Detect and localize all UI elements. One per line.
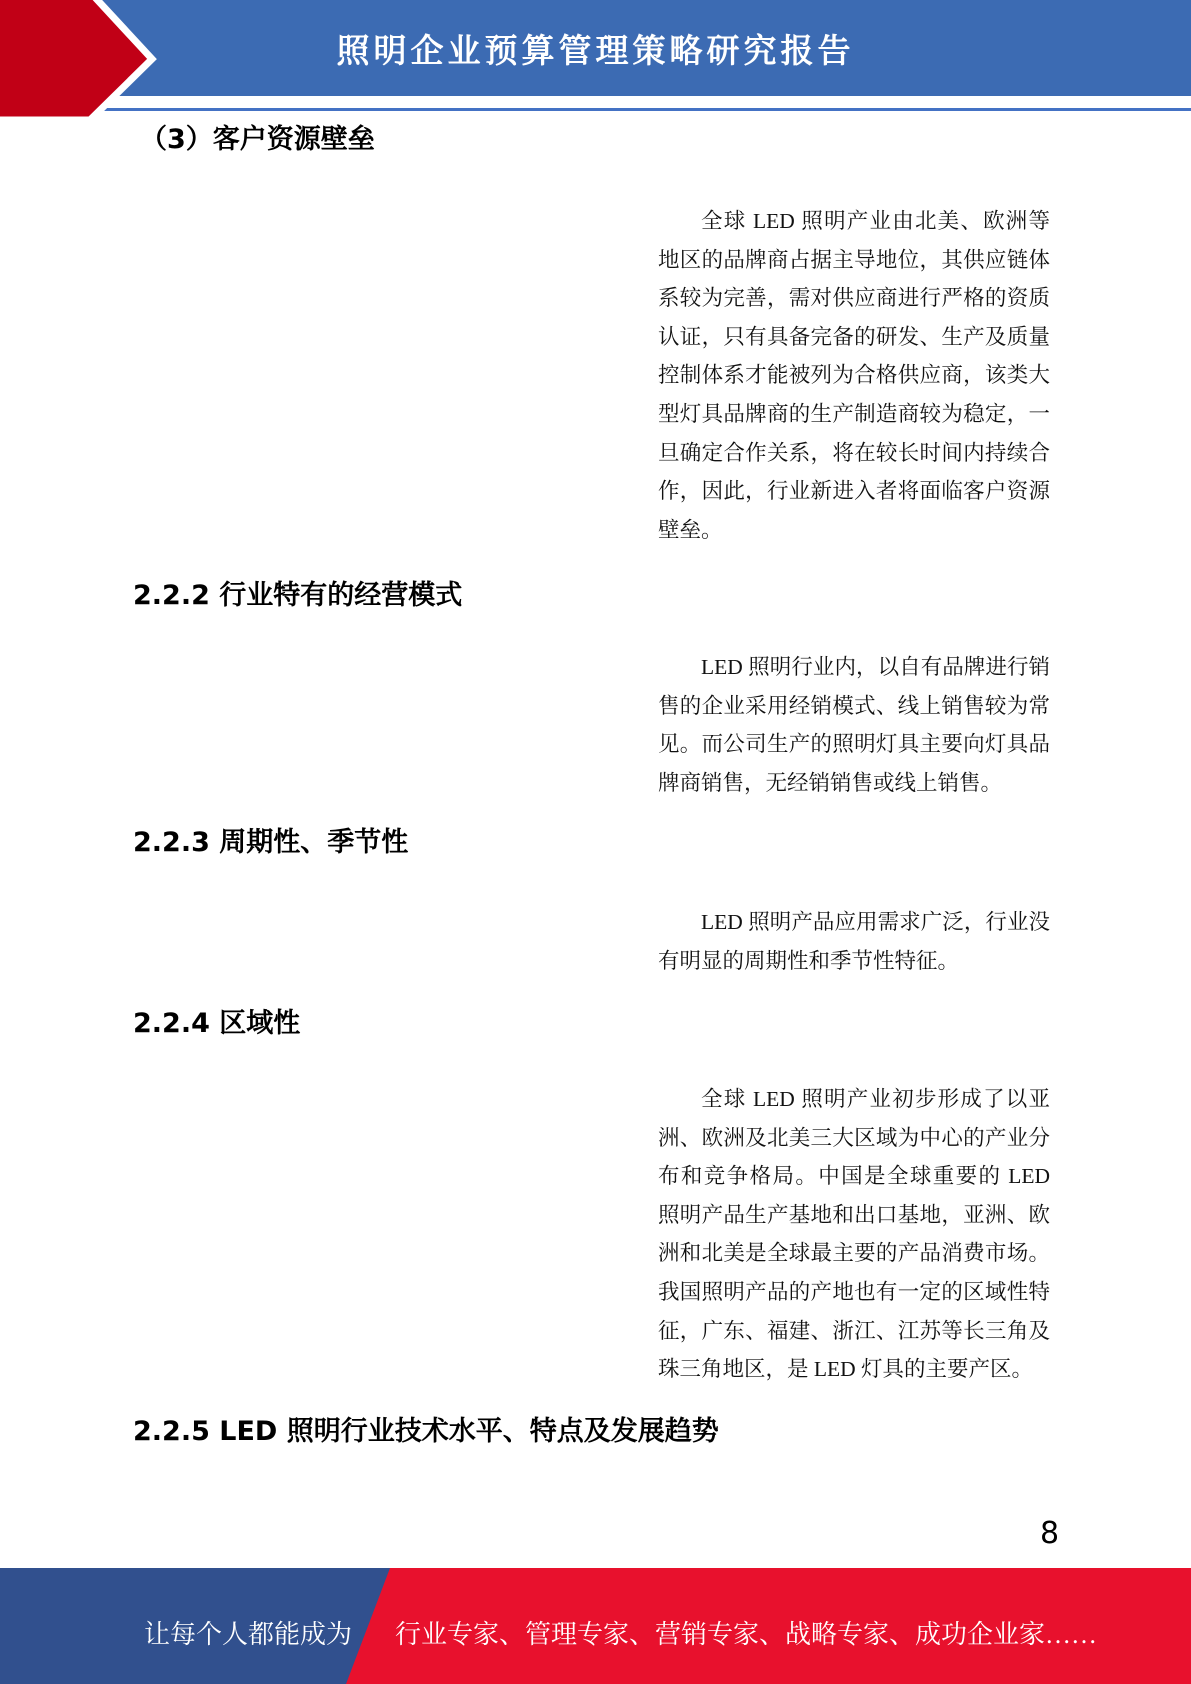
paragraph: 全球 LED 照明产业初步形成了以亚洲、欧洲及北美三大区域为中心的产业分布和竞争格局。中国是全球重要的 LED 照明产品生产基地和出口基地，亚洲、欧洲和北美是全球最主要的产品消费市场。我国照明产品的产地也有一定的区域性特征，广东、福建、浙江、江苏等长三角及珠三角地区，是 LED 灯具的主要产区。	[658, 1087, 1050, 1382]
footer-band	[0, 1568, 1191, 1684]
section-heading: 2.2.3 周期性、季节性	[133, 827, 409, 858]
paragraph: LED 照明产品应用需求广泛，行业没有明显的周期性和季节性特征。	[658, 910, 1050, 973]
section-heading: 2.2.2 行业特有的经营模式	[133, 580, 463, 611]
page-number: 8	[1040, 1516, 1060, 1551]
footer-slogan-left: 让每个人都能成为	[144, 1620, 353, 1649]
report-title: 照明企业预算管理策略研究报告	[336, 30, 855, 70]
section-heading: 2.2.4 区域性	[133, 1008, 301, 1039]
paragraph: LED 照明行业内，以自有品牌进行销售的企业采用经销模式、线上销售较为常见。而公司生产的照明灯具主要向灯具品牌商销售，无经销销售或线上销售。	[658, 655, 1050, 795]
red-chevron-arrow-icon	[0, 0, 190, 126]
section-heading: 2.2.5 LED 照明行业技术水平、特点及发展趋势	[133, 1416, 719, 1447]
paragraph: 全球 LED 照明产业由北美、欧洲等地区的品牌商占据主导地位，其供应链体系较为完善，需对供应商进行严格的资质认证，只有具备完备的研发、生产及质量控制体系才能被列为合格供应商，该类大型灯具品牌商的生产制造商较为稳定，一旦确定合作关系，将在较长时间内持续合作，因此，行业新进入者将面临客户资源壁垒。	[658, 209, 1050, 542]
section-heading: （3）客户资源壁垒	[140, 124, 375, 155]
footer-slogan-right: 行业专家、管理专家、营销专家、战略专家、成功企业家……	[395, 1620, 1098, 1649]
